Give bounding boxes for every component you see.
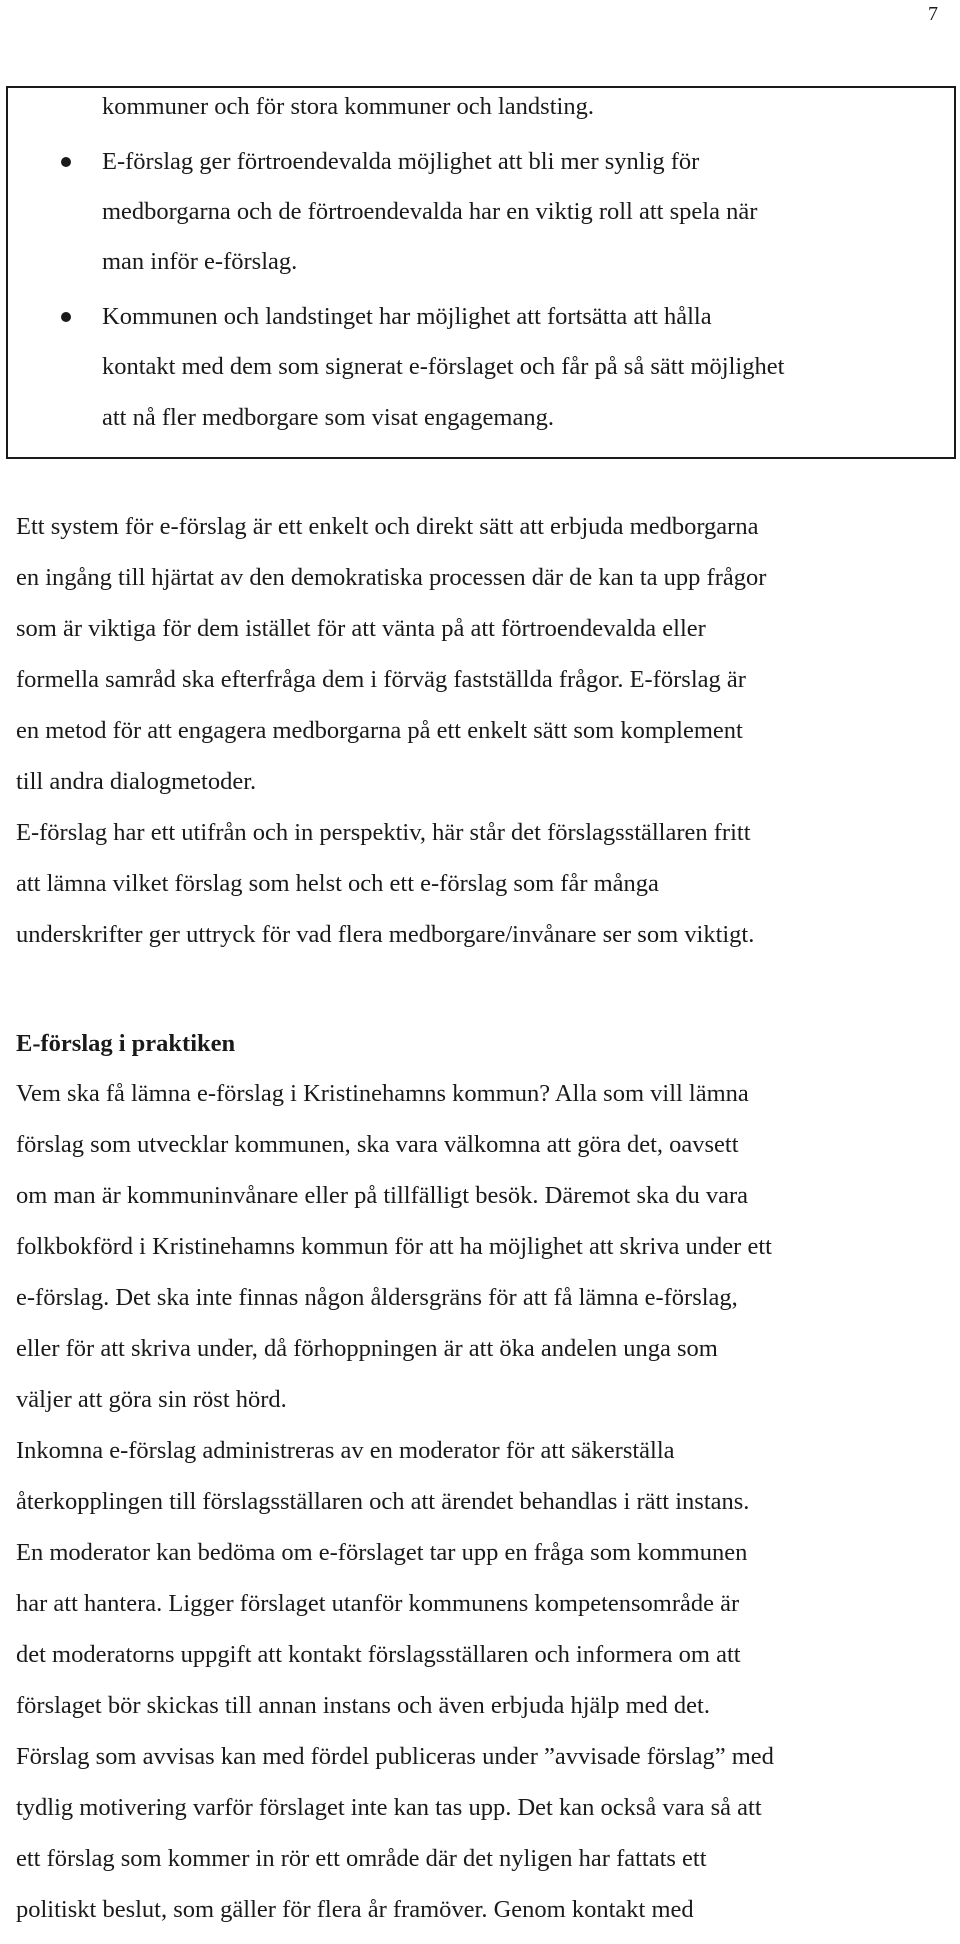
section-paragraph-2-line-1: Inkomna e-förslag administreras av en moderator för att säkerställa: [16, 1437, 675, 1464]
paragraph-2-line-3: underskrifter ger uttryck för vad flera medborgare/invånare ser som viktigt.: [16, 921, 755, 948]
box-continuation-line: kommuner och för stora kommuner och landsting.: [102, 93, 594, 120]
bullet-icon: [61, 312, 71, 322]
section-paragraph-1-line-3: om man är kommuninvånare eller på tillfälligt besök. Däremot ska du vara: [16, 1182, 749, 1209]
section-paragraph-2-line-4: har att hantera. Ligger förslaget utanför kommunens kompetensområde är: [16, 1590, 740, 1617]
paragraph-1-line-3: som är viktiga för dem istället för att vänta på att förtroendevalda eller: [16, 615, 706, 642]
section-paragraph-2-line-10: politiskt beslut, som gäller för flera år framöver. Genom kontakt med: [16, 1896, 694, 1923]
bullet-1-line-2: medborgarna och de förtroendevalda har en viktig roll att spela när: [102, 198, 758, 225]
section-paragraph-2-line-9: ett förslag som kommer in rör ett område där det nyligen har fattats ett: [16, 1845, 707, 1872]
section-paragraph-1-line-5: e-förslag. Det ska inte finnas någon åldersgräns för att få lämna e-förslag,: [16, 1284, 738, 1311]
bullet-1-line-3: man inför e-förslag.: [102, 248, 298, 275]
bullet-2-line-1: Kommunen och landstinget har möjlighet att fortsätta att hålla: [102, 303, 712, 330]
bullet-2-line-3: att nå fler medborgare som visat engagemang.: [102, 404, 554, 431]
section-heading: E-förslag i praktiken: [16, 1030, 236, 1057]
bullet-1-line-1: E-förslag ger förtroendevalda möjlighet att bli mer synlig för: [102, 148, 700, 175]
paragraph-1-line-2: en ingång till hjärtat av den demokratiska processen där de kan ta upp frågor: [16, 564, 767, 591]
section-paragraph-2-line-6: förslaget bör skickas till annan instans och även erbjuda hjälp med det.: [16, 1692, 710, 1719]
section-paragraph-2-line-2: återkopplingen till förslagsställaren och att ärendet behandlas i rätt instans.: [16, 1488, 750, 1515]
section-paragraph-1-line-4: folkbokförd i Kristinehamns kommun för att ha möjlighet att skriva under ett: [16, 1233, 772, 1260]
section-paragraph-2-line-5: det moderatorns uppgift att kontakt förslagsställaren och informera om att: [16, 1641, 741, 1668]
section-paragraph-2-line-3: En moderator kan bedöma om e-förslaget tar upp en fråga som kommunen: [16, 1539, 748, 1566]
section-paragraph-2-line-8: tydlig motivering varför förslaget inte kan tas upp. Det kan också vara så att: [16, 1794, 762, 1821]
paragraph-2-line-1: E-förslag har ett utifrån och in perspektiv, här står det förslagsställaren fritt: [16, 819, 751, 846]
section-paragraph-1-line-6: eller för att skriva under, då förhoppningen är att öka andelen unga som: [16, 1335, 718, 1362]
paragraph-1-line-5: en metod för att engagera medborgarna på ett enkelt sätt som komplement: [16, 717, 743, 744]
section-paragraph-1-line-7: väljer att göra sin röst hörd.: [16, 1386, 287, 1413]
bullet-2-line-2: kontakt med dem som signerat e-förslaget och får på så sätt möjlighet: [102, 353, 785, 380]
section-paragraph-2-line-7: Förslag som avvisas kan med fördel publiceras under ”avvisade förslag” med: [16, 1743, 774, 1770]
paragraph-2-line-2: att lämna vilket förslag som helst och ett e-förslag som får många: [16, 870, 659, 897]
paragraph-1-line-4: formella samråd ska efterfråga dem i förväg fastställda frågor. E-förslag är: [16, 666, 746, 693]
section-paragraph-1-line-1: Vem ska få lämna e-förslag i Kristinehamns kommun? Alla som vill lämna: [16, 1080, 749, 1107]
section-paragraph-1-line-2: förslag som utvecklar kommunen, ska vara välkomna att göra det, oavsett: [16, 1131, 739, 1158]
page-number: 7: [928, 3, 938, 25]
paragraph-1-line-1: Ett system för e-förslag är ett enkelt och direkt sätt att erbjuda medborgarna: [16, 513, 759, 540]
paragraph-1-line-6: till andra dialogmetoder.: [16, 768, 257, 795]
bullet-icon: [61, 157, 71, 167]
